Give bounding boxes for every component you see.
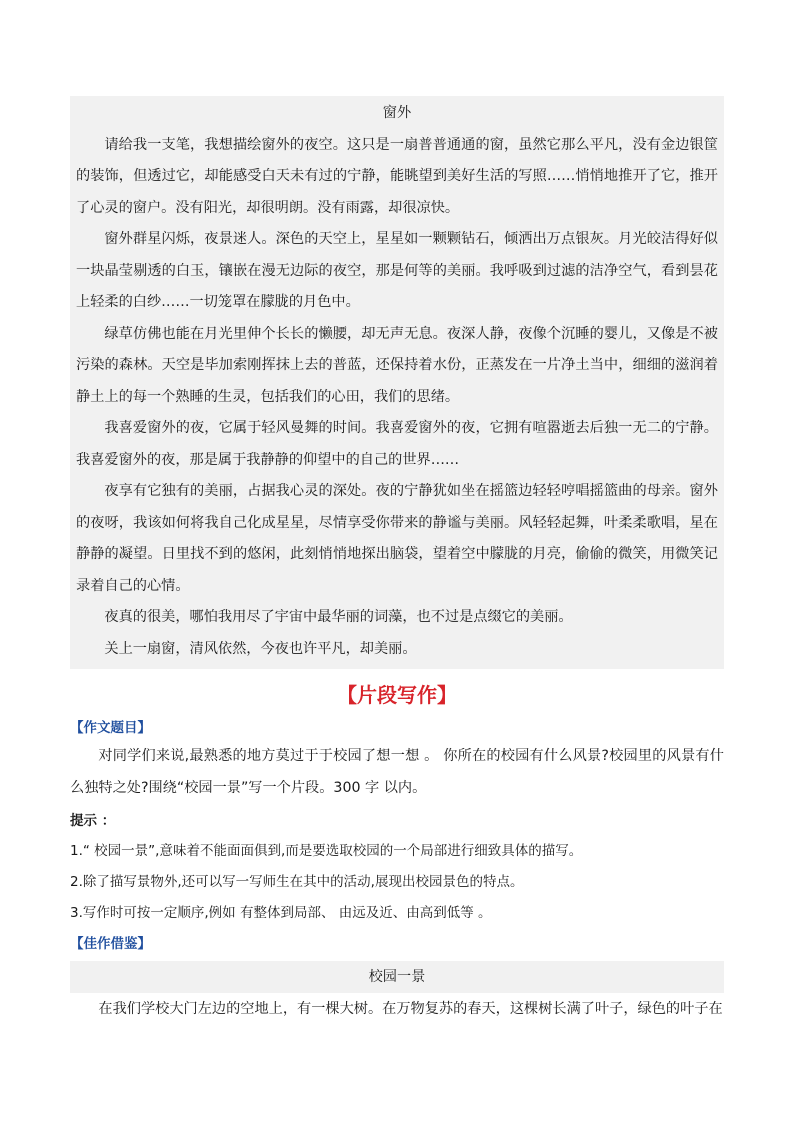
essay-paragraph: 夜真的很美，哪怕我用尽了宇宙中最华丽的词藻，也不过是点缀它的美丽。 [104,609,573,625]
essay-paragraph: 我喜爱窗外的夜，它属于轻风曼舞的时间。我喜爱窗外的夜，它拥有喧嚣逝去后独一无二的宁静。我喜爱窗外的夜，那是属于我静静的仰望中的自己的世界…… [76,420,718,468]
hint-item: 3.写作时可按一定顺序,例如 有整体到局部、 由远及近、由高到低等 。 [70,905,492,921]
essay-paragraph: 请给我一支笔，我想描绘窗外的夜空。这只是一扇普普通通的窗，虽然它那么平凡，没有金边银筐的装饰，但透过它，却能感受白天未有过的宁静，能眺望到美好生活的写照……悄悄地推开了它，推开了心灵的窗户。没有阳光，却很明朗。没有雨露，却很凉快。 [76,136,718,216]
sample-label: 【佳作借鉴】 [70,936,151,952]
hint-item: 1.“ 校园一景”,意味着不能面面俱到,而是要选取校园的一个局部进行细致具体的描写。 [70,843,583,859]
essay-paragraph: 窗外群星闪烁，夜景迷人。深色的天空上，星星如一颗颗钻石，倾洒出万点银灰。月光皎洁得好似一块晶莹剔透的白玉，镶嵌在漫无边际的夜空，那是何等的美丽。我呼吸到过滤的洁净空气，看到昙花上轻柔的白纱……一切笼罩在朦胧的月色中。 [76,231,718,310]
essay-block [70,96,724,669]
topic-text: 对同学们来说,最熟悉的地方莫过于于校园了想一想 。 你所在的校园有什么风景?校园里的风景有什么独特之处?围绕“校园一景”写一个片段。300 字 以内。 [70,748,724,796]
section-heading: 【片段写作】 [337,683,457,707]
essay-paragraph: 绿草仿佛也能在月光里伸个长长的懒腰，却无声无息。夜深人静，夜像个沉睡的婴儿，又像是不被污染的森林。天空是毕加索刚挥抹上去的普蓝，还保持着水份，正蒸发在一片净土当中，细细的滋润着静土上的每一个熟睡的生灵，包括我们的心田，我们的思绪。 [76,325,718,405]
document-page [70,96,724,1025]
hint-item: 2.除了描写景物外,还可以写一写师生在其中的活动,展现出校园景色的特点。 [70,874,524,890]
essay-title: 窗外 [382,105,412,121]
essay-paragraph: 夜享有它独有的美丽，占据我心灵的深处。夜的宁静犹如坐在摇篮边轻轻哼唱摇篮曲的母亲。窗外的夜呀，我该如何将我自己化成星星，尽情享受你带来的静谧与美丽。风轻轻起舞，叶柔柔歌唱，星在静静的凝望。日里找不到的悠闲，此刻悄悄地探出脑袋，望着空中朦胧的月亮，偷偷的微笑，用微笑记录着自己的心情。 [76,483,718,594]
essay-paragraph: 关上一扇窗，清风依然，今夜也许平凡，却美丽。 [104,640,417,657]
sample-title: 校园一景 [70,961,724,993]
topic-label: 【作文题目】 [70,720,151,736]
sample-text: 在我们学校大门左边的空地上，有一棵大树。在万物复苏的春天，这棵树长满了叶子，绿色的叶子在 [98,1001,723,1017]
hint-title: 提示 ： [70,813,116,829]
